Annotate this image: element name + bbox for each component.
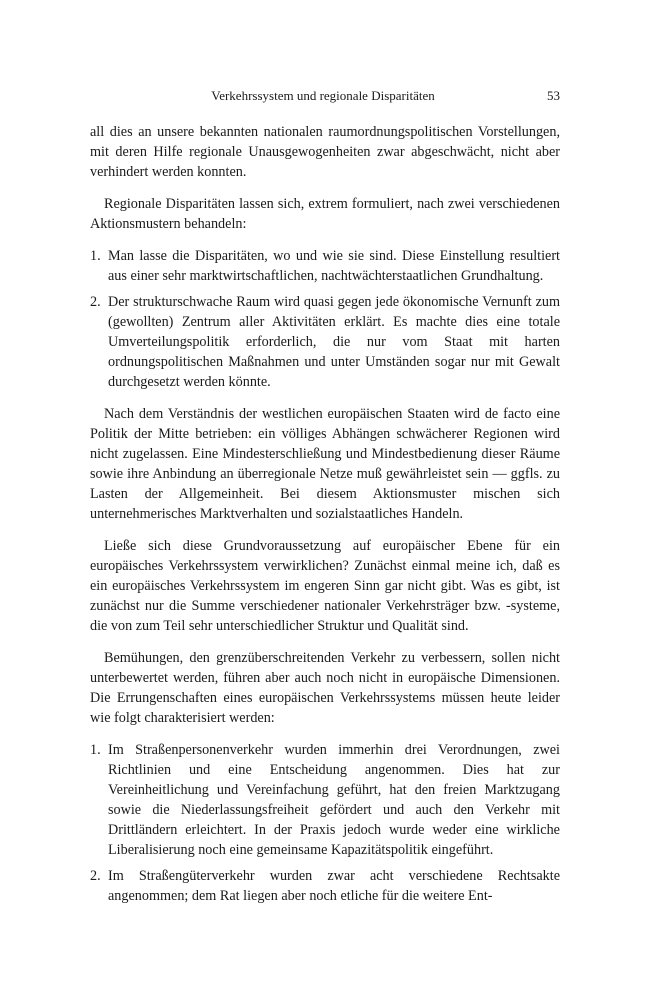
list-item (90, 740, 560, 860)
paragraph: Bemühungen, den grenzüberschreitenden Verkehr zu verbessern, sollen nicht unterbewertet werden, führen aber auch noch nicht in europäische Dimensionen. Die Errungenschaften eines europäischen Verkehrssystems müssen heute leider wie folgt charakterisiert werden: (90, 650, 560, 726)
page-number: 53 (547, 88, 560, 103)
list-item-text: Im Straßengüterverkehr wurden zwar acht verschiedene Rechtsakte angenommen; dem Rat liegen aber noch etliche für die weitere Ent- (108, 868, 560, 904)
numbered-list (90, 246, 560, 392)
list-item-text: Man lasse die Disparitäten, wo und wie sie sind. Diese Einstellung resultiert aus einer sehr marktwirtschaftlichen, nachtwächterstaatlichen Grundhaltung. (108, 248, 560, 284)
list-item (90, 866, 560, 906)
list-number: 2. (90, 294, 101, 310)
body-text (90, 122, 560, 906)
list-item (90, 292, 560, 392)
list-item-text: Im Straßenpersonenverkehr wurden immerhin drei Verordnungen, zwei Richtlinien und eine Entscheidung angenommen. Dies hat zur Vereinheitlichung und Vereinfachung geführt, hat den freien Marktzugang sowie die Niederlassungsfreiheit gefördert und auch den Verkehr mit Drittländern erleichtert. In der Praxis jedoch wurde weder eine wirkliche Liberalisierung noch eine gemeinsame Kapazitätspolitik eingeführt. (108, 742, 560, 858)
paragraph: Regionale Disparitäten lassen sich, extrem formuliert, nach zwei verschiedenen Aktionsmustern behandeln: (90, 196, 560, 232)
list-item (90, 246, 560, 286)
paragraph: Nach dem Verständnis der westlichen europäischen Staaten wird de facto eine Politik der Mitte betrieben: ein völliges Abhängen schwächerer Regionen wird nicht zugelassen. Eine Mindesterschließung und Mindestbedienung dieser Räume sowie ihre Anbindung an überregionale Netze muß gewährleistet sein — ggfls. zu Lasten der Allgemeinheit. Bei diesem Aktionsmuster mischen sich unternehmerisches Marktverhalten und sozialstaatliches Handeln. (90, 406, 560, 522)
running-header (90, 88, 560, 108)
document-page (90, 88, 560, 918)
list-number: 1. (90, 248, 101, 264)
list-number: 1. (90, 742, 101, 758)
list-item-text: Der strukturschwache Raum wird quasi gegen jede ökonomische Vernunft zum (gewollten) Zentrum aller Aktivitäten erklärt. Es machte dies eine totale Umverteilungspolitik erforderlich, die nur vom Staat mit harten ordnungspolitischen Maßnahmen und unter Umständen sogar nur mit Gewalt durchgesetzt werden könnte. (108, 294, 560, 390)
list-number: 2. (90, 868, 101, 884)
numbered-list (90, 740, 560, 906)
paragraph: all dies an unsere bekannten nationalen raumordnungspolitischen Vorstellungen, mit deren Hilfe regionale Unausgewogenheiten zwar abgeschwächt, nicht aber verhindert werden konnten. (90, 124, 560, 180)
running-title: Verkehrssystem und regionale Disparitäten (211, 88, 435, 103)
paragraph: Ließe sich diese Grundvoraussetzung auf europäischer Ebene für ein europäisches Verkehrssystem verwirklichen? Zunächst einmal meine ich, daß es ein europäisches Verkehrssystem im engeren Sinn gar nicht gibt. Was es gibt, ist zunächst nur die Summe verschiedener nationaler Verkehrsträger bzw. -systeme, die von zum Teil sehr unterschiedlicher Struktur und Qualität sind. (90, 538, 560, 634)
